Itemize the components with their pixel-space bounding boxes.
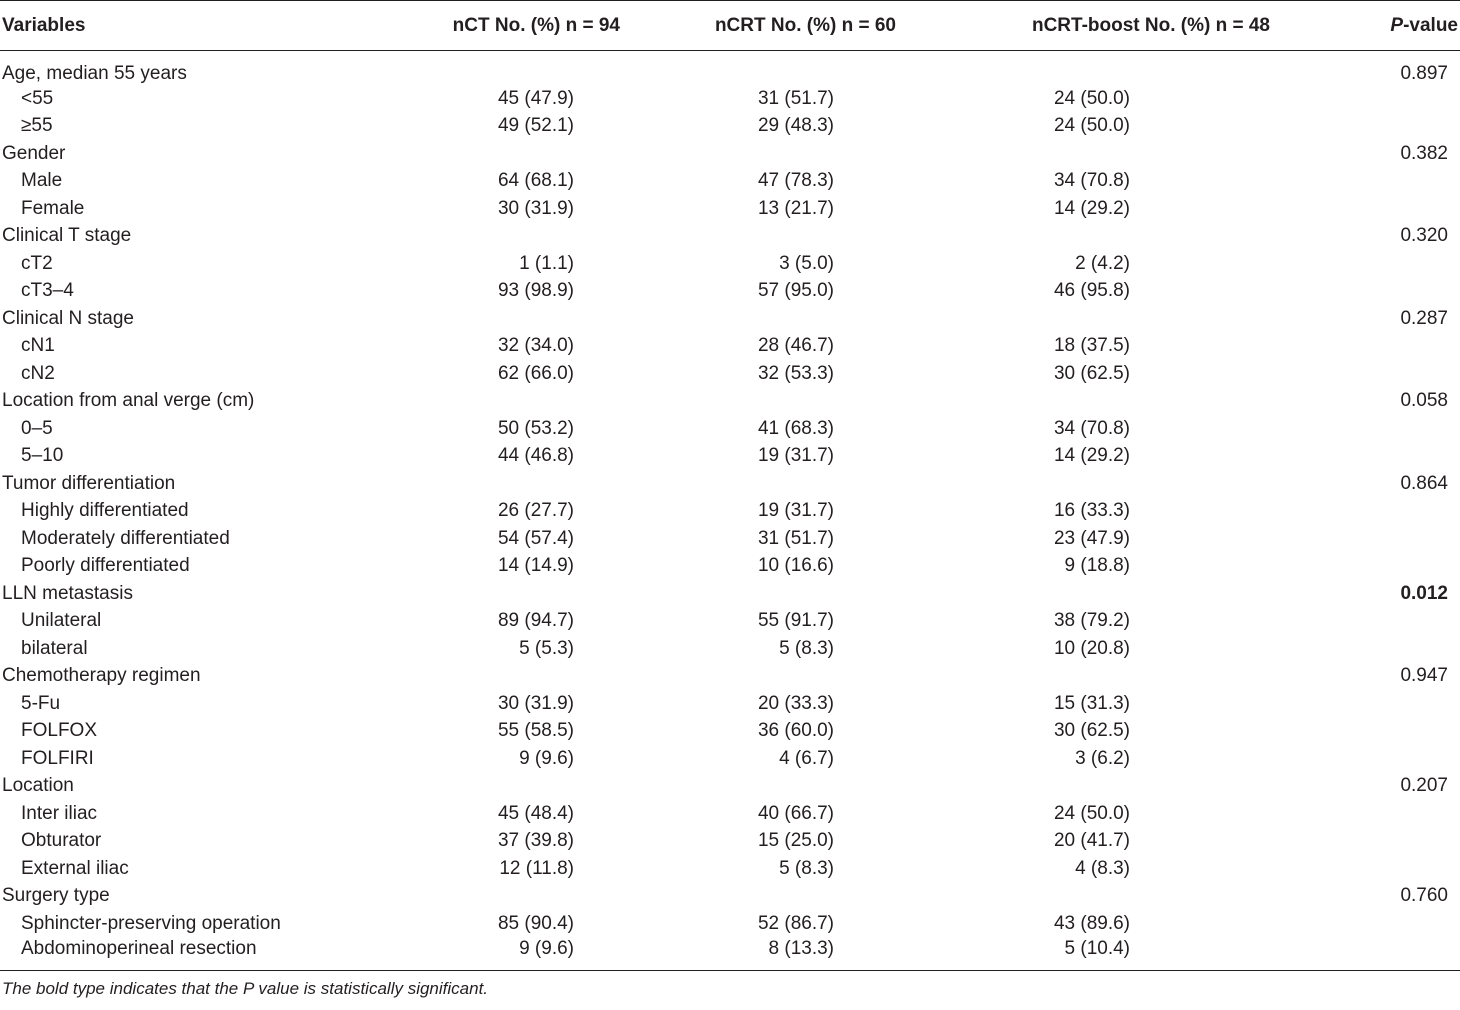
cell-variable: 0–5: [21, 417, 53, 439]
cell-nct: 30 (31.9): [497, 197, 574, 219]
cell-variable: Clinical T stage: [2, 225, 132, 247]
cell-ncrt: 15 (25.0): [757, 830, 834, 852]
cell-ncrt: [620, 883, 950, 911]
cell-p-value: [1350, 85, 1460, 113]
table-category-row: [0, 51, 1460, 86]
cell-ncrt-boost: 43 (89.6): [1053, 912, 1130, 934]
cell-p-value: [1350, 745, 1460, 773]
cell-ncrt-boost: 9 (18.8): [1064, 555, 1130, 577]
cell-nct: 50 (53.2): [497, 417, 574, 439]
cell-nct: [330, 580, 620, 608]
table-subrow: [0, 443, 1460, 471]
header-p-letter: P: [1390, 14, 1404, 36]
cell-nct: 45 (47.9): [497, 87, 574, 109]
cell-nct: [330, 51, 620, 86]
cell-ncrt-boost: 24 (50.0): [1053, 802, 1130, 824]
table-subrow: [0, 85, 1460, 113]
table-category-row: [0, 140, 1460, 168]
cell-p-value: [1350, 828, 1460, 856]
cell-nct: 93 (98.9): [497, 280, 574, 302]
cell-ncrt: 36 (60.0): [757, 720, 834, 742]
cell-nct: [330, 223, 620, 251]
cell-variable: Female: [21, 197, 85, 219]
cell-variable: Tumor differentiation: [2, 472, 176, 494]
table-subrow: [0, 938, 1460, 971]
cell-nct: [330, 773, 620, 801]
cell-p-value: [1350, 800, 1460, 828]
cell-nct: 9 (9.6): [330, 938, 620, 971]
cell-p-value: 0.207: [1400, 775, 1448, 797]
cell-variable: Age, median 55 years: [2, 63, 187, 84]
cell-nct: 37 (39.8): [497, 830, 574, 852]
cell-ncrt: 3 (5.0): [779, 252, 834, 274]
cell-nct: [330, 883, 620, 911]
cell-ncrt-boost: 30 (62.5): [1053, 720, 1130, 742]
table-header: [0, 1, 1460, 51]
cell-ncrt: 31 (51.7): [757, 527, 834, 549]
cell-ncrt-boost: 4 (8.3): [1075, 857, 1130, 879]
cell-nct: 26 (27.7): [497, 500, 574, 522]
table-category-row: [0, 580, 1460, 608]
cell-ncrt-boost: [950, 773, 1350, 801]
cell-p-value: 0.864: [1400, 472, 1448, 494]
cell-p-value: 0.760: [1400, 885, 1448, 907]
cell-variable: cT3–4: [21, 280, 74, 302]
cell-nct: 30 (31.9): [497, 692, 574, 714]
cell-p-value: [1350, 415, 1460, 443]
cell-ncrt-boost: 34 (70.8): [1053, 417, 1130, 439]
cell-ncrt: [620, 470, 950, 498]
cell-nct: 55 (58.5): [497, 720, 574, 742]
cell-ncrt: 4 (6.7): [779, 747, 834, 769]
cell-p-value: [1350, 525, 1460, 553]
cell-p-value: [1350, 553, 1460, 581]
header-p-suffix: -value: [1403, 14, 1458, 36]
cell-p-value: [1350, 718, 1460, 746]
cell-variable: FOLFIRI: [21, 747, 94, 769]
cell-nct: 64 (68.1): [497, 170, 574, 192]
table-category-row: [0, 663, 1460, 691]
cell-ncrt: [620, 388, 950, 416]
cell-ncrt: 40 (66.7): [757, 802, 834, 824]
header-p-value: [1350, 1, 1460, 51]
table-subrow: [0, 800, 1460, 828]
cell-ncrt: 32 (53.3): [757, 362, 834, 384]
cell-ncrt-boost: 2 (4.2): [1075, 252, 1130, 274]
cell-ncrt: [620, 305, 950, 333]
cell-ncrt: [620, 773, 950, 801]
table-footnote: The bold type indicates that the P value is statistically significant.: [2, 978, 489, 998]
cell-nct: 5 (5.3): [519, 637, 574, 659]
cell-variable: Sphincter-preserving operation: [21, 912, 281, 934]
table-category-row: [0, 773, 1460, 801]
cell-nct: 32 (34.0): [497, 335, 574, 357]
cell-nct: 54 (57.4): [497, 527, 574, 549]
cell-ncrt-boost: [950, 305, 1350, 333]
table-subrow: [0, 250, 1460, 278]
table-body: [0, 51, 1460, 971]
cell-ncrt: 31 (51.7): [757, 87, 834, 109]
cell-variable: Poorly differentiated: [21, 555, 190, 577]
cell-variable: FOLFOX: [21, 720, 98, 742]
cell-ncrt-boost: 15 (31.3): [1053, 692, 1130, 714]
cell-ncrt-boost: [950, 223, 1350, 251]
cell-ncrt: 10 (16.6): [757, 555, 834, 577]
cell-ncrt-boost: 14 (29.2): [1053, 197, 1130, 219]
cell-ncrt-boost: 24 (50.0): [1053, 87, 1130, 109]
cell-ncrt: 55 (91.7): [757, 610, 834, 632]
cell-nct: 1 (1.1): [519, 252, 574, 274]
header-variables: Variables: [0, 1, 330, 51]
cell-variable: cN2: [21, 362, 55, 384]
cell-ncrt-boost: 5 (10.4): [950, 938, 1350, 971]
cell-p-value: 0.947: [1400, 665, 1448, 687]
cell-p-value: [1350, 635, 1460, 663]
cell-ncrt: 19 (31.7): [757, 445, 834, 467]
cell-ncrt: 19 (31.7): [757, 500, 834, 522]
cell-nct: 89 (94.7): [497, 610, 574, 632]
cell-variable: Highly differentiated: [21, 500, 189, 522]
cell-variable: Location: [2, 775, 74, 797]
cell-ncrt-boost: 30 (62.5): [1053, 362, 1130, 384]
cell-p-value: [1350, 113, 1460, 141]
cell-ncrt-boost: 14 (29.2): [1053, 445, 1130, 467]
cell-variable: LLN metastasis: [2, 582, 133, 604]
cell-ncrt: [620, 580, 950, 608]
cell-ncrt-boost: [950, 51, 1350, 86]
cell-p-value: [1350, 278, 1460, 306]
cell-nct: [330, 663, 620, 691]
cell-p-value: [1350, 498, 1460, 526]
cell-ncrt: 13 (21.7): [757, 197, 834, 219]
header-ncrt-boost: nCRT-boost No. (%) n = 48: [950, 1, 1350, 51]
cell-p-value: 0.058: [1400, 390, 1448, 412]
table-subrow: [0, 415, 1460, 443]
cell-p-value: 0.012: [1400, 582, 1448, 604]
cell-nct: 44 (46.8): [497, 445, 574, 467]
cell-p-value: 0.320: [1400, 225, 1448, 247]
cell-ncrt-boost: 46 (95.8): [1053, 280, 1130, 302]
table-subrow: [0, 168, 1460, 196]
cell-ncrt: 47 (78.3): [757, 170, 834, 192]
cell-ncrt-boost: [950, 388, 1350, 416]
cell-ncrt-boost: [950, 140, 1350, 168]
cell-p-value: [1350, 910, 1460, 938]
cell-ncrt: [620, 140, 950, 168]
cell-ncrt-boost: 16 (33.3): [1053, 500, 1130, 522]
cell-nct: [330, 305, 620, 333]
table-subrow: [0, 360, 1460, 388]
table-subrow: [0, 553, 1460, 581]
cell-variable: Inter iliac: [21, 802, 98, 824]
cell-p-value: [1350, 938, 1460, 971]
table-category-row: [0, 883, 1460, 911]
cell-variable: Location from anal verge (cm): [2, 390, 255, 412]
cell-variable: External iliac: [21, 857, 129, 879]
table-subrow: [0, 113, 1460, 141]
cell-ncrt: 52 (86.7): [757, 912, 834, 934]
cell-p-value: 0.897: [1400, 63, 1448, 84]
table-subrow: [0, 333, 1460, 361]
cell-ncrt-boost: 3 (6.2): [1075, 747, 1130, 769]
table-subrow: [0, 745, 1460, 773]
cell-variable: Gender: [2, 142, 66, 164]
cell-ncrt: 5 (8.3): [779, 857, 834, 879]
cell-p-value: [1350, 333, 1460, 361]
table-subrow: [0, 828, 1460, 856]
cell-variable: ≥55: [21, 115, 53, 137]
cell-ncrt-boost: 34 (70.8): [1053, 170, 1130, 192]
cell-nct: [330, 140, 620, 168]
header-ncrt: nCRT No. (%) n = 60: [620, 1, 950, 51]
cell-nct: 9 (9.6): [519, 747, 574, 769]
cell-ncrt-boost: 20 (41.7): [1053, 830, 1130, 852]
table-subrow: [0, 195, 1460, 223]
cell-ncrt-boost: 23 (47.9): [1053, 527, 1130, 549]
cell-ncrt: 41 (68.3): [757, 417, 834, 439]
cell-nct: 49 (52.1): [497, 115, 574, 137]
cell-variable: cT2: [21, 252, 53, 274]
cell-variable: Male: [21, 170, 63, 192]
table-subrow: [0, 278, 1460, 306]
header-nct: nCT No. (%) n = 94: [330, 1, 620, 51]
cell-p-value: [1350, 250, 1460, 278]
cell-ncrt: 20 (33.3): [757, 692, 834, 714]
table-subrow: [0, 525, 1460, 553]
cell-variable: Clinical N stage: [2, 307, 134, 329]
cell-nct: 45 (48.4): [497, 802, 574, 824]
table-subrow: [0, 608, 1460, 636]
cell-nct: [330, 388, 620, 416]
cell-p-value: [1350, 608, 1460, 636]
table-category-row: [0, 305, 1460, 333]
cell-variable: 5–10: [21, 445, 64, 467]
cell-p-value: [1350, 443, 1460, 471]
cell-p-value: [1350, 690, 1460, 718]
cell-ncrt-boost: 24 (50.0): [1053, 115, 1130, 137]
cell-p-value: [1350, 195, 1460, 223]
header-row: [0, 1, 1460, 51]
table-subrow: [0, 718, 1460, 746]
cell-ncrt: 28 (46.7): [757, 335, 834, 357]
cell-ncrt-boost: 38 (79.2): [1053, 610, 1130, 632]
cell-nct: 14 (14.9): [497, 555, 574, 577]
table-category-row: [0, 223, 1460, 251]
cell-ncrt-boost: [950, 470, 1350, 498]
cell-variable: Obturator: [21, 830, 102, 852]
table-subrow: [0, 855, 1460, 883]
cell-nct: 12 (11.8): [499, 857, 574, 879]
cell-ncrt: [620, 223, 950, 251]
cell-p-value: 0.287: [1400, 307, 1448, 329]
cell-variable: 5-Fu: [21, 692, 61, 714]
cell-ncrt: 57 (95.0): [757, 280, 834, 302]
cell-ncrt-boost: [950, 580, 1350, 608]
cell-p-value: [1350, 168, 1460, 196]
cell-ncrt-boost: [950, 883, 1350, 911]
cell-nct: [330, 470, 620, 498]
cell-ncrt: 29 (48.3): [757, 115, 834, 137]
cell-variable: Unilateral: [21, 610, 102, 632]
cell-ncrt: 8 (13.3): [620, 938, 950, 971]
cell-variable: cN1: [21, 335, 55, 357]
cell-ncrt-boost: 10 (20.8): [1053, 637, 1130, 659]
cell-nct: 85 (90.4): [497, 912, 574, 934]
cell-p-value: [1350, 855, 1460, 883]
table-subrow: [0, 910, 1460, 938]
cell-ncrt-boost: [950, 663, 1350, 691]
cell-ncrt-boost: 18 (37.5): [1053, 335, 1130, 357]
table-category-row: [0, 388, 1460, 416]
cell-ncrt: [620, 51, 950, 86]
cell-p-value: 0.382: [1400, 142, 1448, 164]
cell-p-value: [1350, 360, 1460, 388]
table-subrow: [0, 635, 1460, 663]
cell-variable: Abdominoperineal resection: [0, 938, 330, 971]
cell-variable: Surgery type: [2, 885, 110, 907]
table-category-row: [0, 470, 1460, 498]
cell-ncrt: [620, 663, 950, 691]
table-subrow: [0, 690, 1460, 718]
cell-variable: bilateral: [21, 637, 88, 659]
cell-ncrt: 5 (8.3): [779, 637, 834, 659]
cell-variable: Moderately differentiated: [21, 527, 230, 549]
cell-variable: Chemotherapy regimen: [2, 665, 201, 687]
cell-nct: 62 (66.0): [497, 362, 574, 384]
table-subrow: [0, 498, 1460, 526]
cell-variable: <55: [21, 87, 54, 109]
